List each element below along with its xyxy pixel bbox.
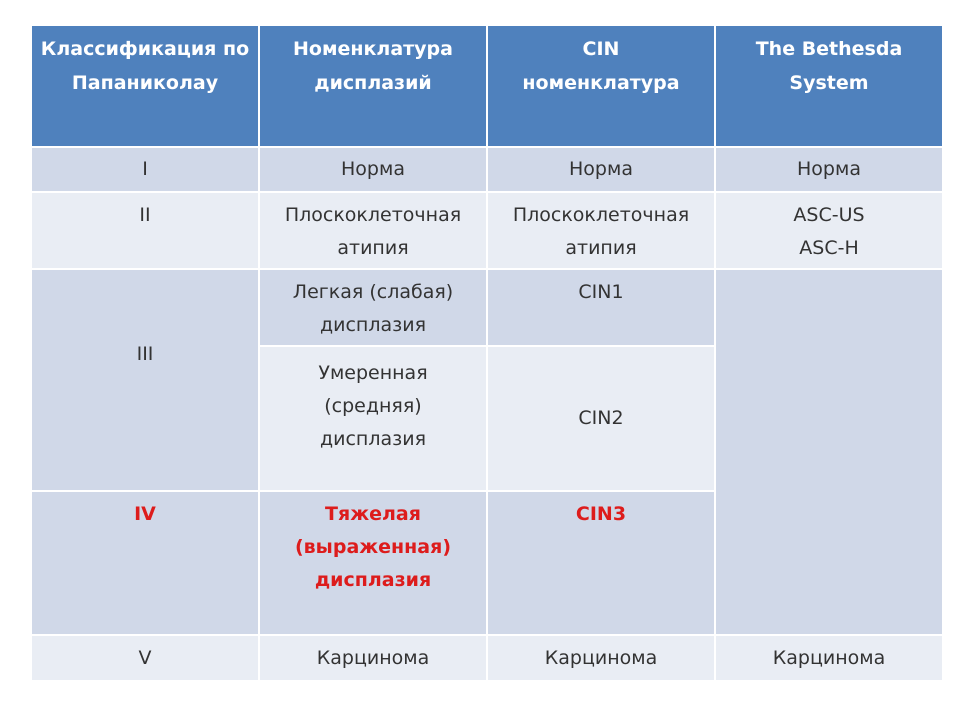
- row4-dysplasia: Тяжелая (выраженная) дисплазия: [260, 492, 486, 634]
- row2-cin: Плоскоклеточная атипия: [488, 193, 714, 268]
- row2-dysplasia: Плоскоклеточная атипия: [260, 193, 486, 268]
- row5-dysplasia: Карцинома: [260, 636, 486, 680]
- row3-pap: III: [32, 270, 258, 490]
- row4-pap: IV: [32, 492, 258, 634]
- row4-cin: CIN3: [488, 492, 714, 634]
- row3-cin-mild: CIN1: [488, 270, 714, 345]
- row5-pap: V: [32, 636, 258, 680]
- row1-dysplasia: Норма: [260, 148, 486, 191]
- row1-cin: Норма: [488, 148, 714, 191]
- row1-pap: I: [32, 148, 258, 191]
- row3-cin-moderate: CIN2: [488, 347, 714, 490]
- header-cin: CIN номенклатура: [488, 26, 714, 146]
- row5-bethesda: Карцинома: [716, 636, 942, 680]
- header-pap: Классификация по Папаниколау: [32, 26, 258, 146]
- bethesda-lsil-hsil: [716, 270, 942, 634]
- row2-pap: II: [32, 193, 258, 268]
- nomenclature-table: [32, 26, 942, 680]
- row2-bethesda: ASC-US ASC-H: [716, 193, 942, 268]
- header-bethesda: The Bethesda System: [716, 26, 942, 146]
- row3-dysplasia-mild: Легкая (слабая) дисплазия: [260, 270, 486, 345]
- header-dysplasia: Номенклатура дисплазий: [260, 26, 486, 146]
- row1-bethesda: Норма: [716, 148, 942, 191]
- row3-dysplasia-moderate: Умеренная (средняя) дисплазия: [260, 347, 486, 490]
- row5-cin: Карцинома: [488, 636, 714, 680]
